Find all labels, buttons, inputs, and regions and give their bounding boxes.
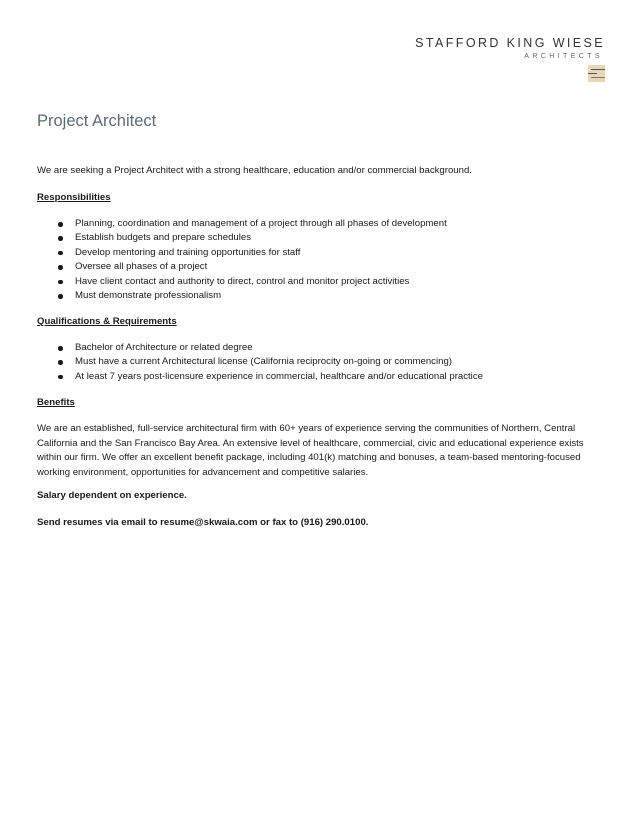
logo-name: STAFFORD KING WIESE	[415, 36, 605, 50]
list-item: Bachelor of Architecture or related degree	[37, 341, 605, 355]
list-item: Oversee all phases of a project	[37, 260, 605, 274]
responsibilities-heading: Responsibilities	[37, 192, 111, 203]
qualifications-list	[37, 341, 605, 384]
logo-subtitle: ARCHITECTS	[524, 53, 603, 60]
logo-mark-icon	[588, 65, 605, 82]
list-item: Develop mentoring and training opportunities for staff	[37, 246, 605, 260]
salary-note: Salary dependent on experience.	[37, 490, 187, 501]
benefits-heading: Benefits	[37, 397, 75, 408]
page-title: Project Architect	[37, 112, 157, 130]
responsibilities-list	[37, 217, 605, 303]
send-resume-note: Send resumes via email to resume@skwaia.com or fax to (916) 290.0100.	[37, 517, 369, 528]
list-item: Establish budgets and prepare schedules	[37, 231, 605, 245]
list-item: Must demonstrate professionalism	[37, 289, 605, 303]
qualifications-heading: Qualifications & Requirements	[37, 316, 177, 327]
list-item: Have client contact and authority to direct, control and monitor project activities	[37, 275, 605, 289]
list-item: At least 7 years post-licensure experience in commercial, healthcare and/or educational practice	[37, 370, 605, 384]
company-logo	[415, 36, 605, 86]
intro-paragraph: We are seeking a Project Architect with a strong healthcare, education and/or commercial background.	[37, 165, 472, 176]
list-item: Must have a current Architectural license (California reciprocity on-going or commencing)	[37, 355, 605, 369]
list-item: Planning, coordination and management of a project through all phases of development	[37, 217, 605, 231]
benefits-paragraph: We are an established, full-service architectural firm with 60+ years of experience serving the communities of Northern, Central California and the San Francisco Bay Area. An extensive level of healthcare, commercial, civic and educational experience exists within our firm. We offer an excellent benefit package, including 401(k) matching and bonuses, a team-based mentoring-focused working environment, opportunities for advancement and competitive salaries.	[37, 423, 584, 478]
